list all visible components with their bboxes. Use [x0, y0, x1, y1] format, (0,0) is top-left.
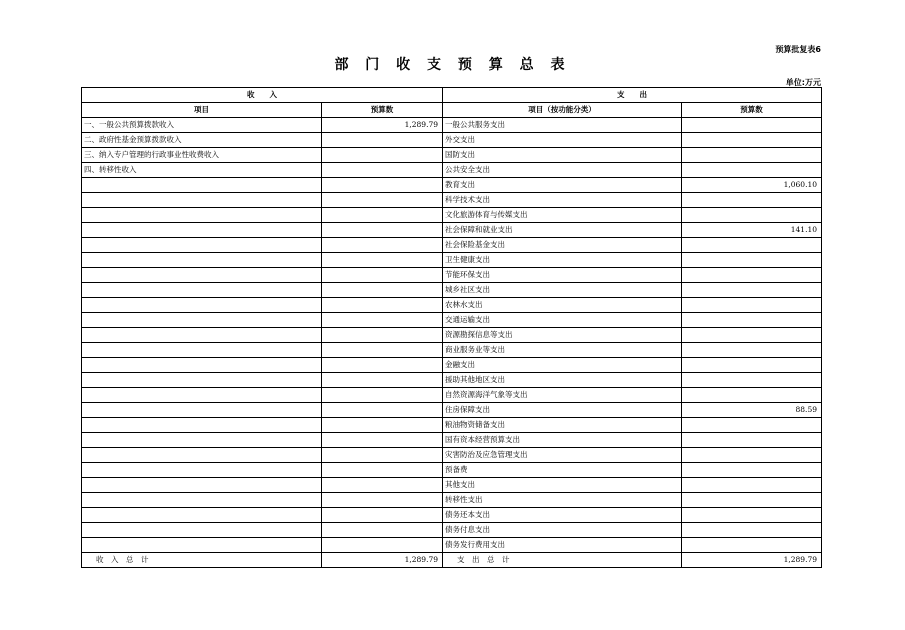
income-item-cell	[82, 238, 322, 253]
income-amount-cell	[322, 133, 443, 148]
table-row	[82, 478, 822, 493]
income-item-cell	[82, 328, 322, 343]
income-amount-cell	[322, 523, 443, 538]
expense-item-cell: 国防支出	[443, 148, 682, 163]
table-row	[82, 238, 822, 253]
table-row	[82, 538, 822, 553]
income-amount-cell	[322, 478, 443, 493]
table-row	[82, 418, 822, 433]
income-item-cell	[82, 523, 322, 538]
table-row	[82, 373, 822, 388]
total-row	[82, 553, 822, 568]
expense-amount-cell	[682, 268, 822, 283]
table-row	[82, 328, 822, 343]
income-amount-cell	[322, 538, 443, 553]
expense-item-cell: 社会保障和就业支出	[443, 223, 682, 238]
table-row	[82, 403, 822, 418]
income-item-cell	[82, 463, 322, 478]
income-amount-cell	[322, 403, 443, 418]
table-row	[82, 388, 822, 403]
expense-amount-cell	[682, 538, 822, 553]
expense-amount-cell	[682, 358, 822, 373]
income-amount-cell	[322, 283, 443, 298]
table-row	[82, 253, 822, 268]
income-item-cell	[82, 403, 322, 418]
income-item-cell	[82, 448, 322, 463]
expense-item-cell: 外交支出	[443, 133, 682, 148]
expense-item-cell: 农林水支出	[443, 298, 682, 313]
expense-amount-cell	[682, 208, 822, 223]
expense-amount-cell	[682, 508, 822, 523]
expense-amount-cell	[682, 298, 822, 313]
expense-item-cell: 自然资源海洋气象等支出	[443, 388, 682, 403]
column-header-row	[82, 103, 822, 118]
table-row	[82, 178, 822, 193]
income-item-cell	[82, 193, 322, 208]
page-title: 部 门 收 支 预 算 总 表	[334, 57, 571, 73]
income-amount-cell	[322, 358, 443, 373]
expense-amount-cell	[682, 193, 822, 208]
table-row	[82, 193, 822, 208]
income-item-cell	[82, 253, 322, 268]
expense-item-cell: 教育支出	[443, 178, 682, 193]
expense-amount-cell	[682, 418, 822, 433]
income-item-cell	[82, 493, 322, 508]
income-amount-cell	[322, 238, 443, 253]
expense-item-cell: 卫生健康支出	[443, 253, 682, 268]
income-item-cell	[82, 508, 322, 523]
income-item-cell: 三、纳入专户管理的行政事业性收费收入	[82, 148, 322, 163]
unit-label: 单位:万元	[785, 78, 821, 87]
expense-amount-cell: 88.59	[682, 403, 822, 418]
expense-item-cell: 债务发行费用支出	[443, 538, 682, 553]
income-item-cell	[82, 283, 322, 298]
table-row	[82, 148, 822, 163]
table-row	[82, 448, 822, 463]
income-amount-cell: 1,289.79	[322, 118, 443, 133]
table-row	[82, 283, 822, 298]
expense-item-cell: 交通运输支出	[443, 313, 682, 328]
income-amount-cell	[322, 373, 443, 388]
table-row	[82, 118, 822, 133]
income-item-cell	[82, 388, 322, 403]
expense-amount-header: 预算数	[682, 103, 822, 118]
income-amount-cell	[322, 268, 443, 283]
income-amount-cell	[322, 328, 443, 343]
expense-item-cell: 金融支出	[443, 358, 682, 373]
expense-item-cell: 商业服务业等支出	[443, 343, 682, 358]
expense-item-cell: 灾害防治及应急管理支出	[443, 448, 682, 463]
expense-item-cell: 资源勘探信息等支出	[443, 328, 682, 343]
expense-item-cell: 国有资本经营预算支出	[443, 433, 682, 448]
expense-amount-cell: 1,060.10	[682, 178, 822, 193]
expense-item-cell: 其他支出	[443, 478, 682, 493]
income-item-cell	[82, 478, 322, 493]
expense-amount-cell	[682, 163, 822, 178]
expense-amount-cell	[682, 388, 822, 403]
expense-section-header: 支 出	[443, 88, 822, 103]
table-row	[82, 358, 822, 373]
table-row	[82, 208, 822, 223]
expense-item-cell: 社会保险基金支出	[443, 238, 682, 253]
expense-item-cell: 文化旅游体育与传媒支出	[443, 208, 682, 223]
table-row	[82, 433, 822, 448]
expense-amount-cell: 141.10	[682, 223, 822, 238]
income-amount-cell	[322, 163, 443, 178]
income-amount-cell	[322, 298, 443, 313]
income-amount-cell	[322, 313, 443, 328]
income-amount-cell	[322, 193, 443, 208]
income-item-cell	[82, 313, 322, 328]
income-total-amount: 1,289.79	[322, 553, 443, 568]
expense-item-cell: 公共安全支出	[443, 163, 682, 178]
table-row	[82, 223, 822, 238]
income-item-cell	[82, 223, 322, 238]
expense-item-cell: 预备费	[443, 463, 682, 478]
section-header-row	[82, 88, 822, 103]
income-item-cell	[82, 178, 322, 193]
expense-total-amount: 1,289.79	[682, 553, 822, 568]
income-amount-cell	[322, 208, 443, 223]
income-amount-cell	[322, 508, 443, 523]
income-item-header: 项目	[82, 103, 322, 118]
expense-amount-cell	[682, 373, 822, 388]
expense-amount-cell	[682, 478, 822, 493]
table-row	[82, 493, 822, 508]
expense-amount-cell	[682, 448, 822, 463]
income-item-cell	[82, 373, 322, 388]
table-body	[82, 88, 822, 568]
income-item-cell	[82, 208, 322, 223]
expense-amount-cell	[682, 493, 822, 508]
income-amount-cell	[322, 448, 443, 463]
table-row	[82, 343, 822, 358]
expense-amount-cell	[682, 148, 822, 163]
expense-item-cell: 援助其他地区支出	[443, 373, 682, 388]
expense-item-cell: 转移性支出	[443, 493, 682, 508]
income-item-cell	[82, 418, 322, 433]
expense-item-cell: 债务还本支出	[443, 508, 682, 523]
income-amount-cell	[322, 463, 443, 478]
income-amount-cell	[322, 418, 443, 433]
expense-total-label: 支 出 总 计	[443, 553, 682, 568]
table-row	[82, 163, 822, 178]
income-total-label: 收 入 总 计	[82, 553, 322, 568]
income-amount-cell	[322, 178, 443, 193]
expense-item-header: 项目（按功能分类）	[443, 103, 682, 118]
table-row	[82, 463, 822, 478]
expense-item-cell: 城乡社区支出	[443, 283, 682, 298]
income-amount-cell	[322, 223, 443, 238]
table-row	[82, 523, 822, 538]
income-item-cell	[82, 298, 322, 313]
expense-item-cell: 债务付息支出	[443, 523, 682, 538]
income-amount-cell	[322, 148, 443, 163]
expense-amount-cell	[682, 523, 822, 538]
income-item-cell: 一、一般公共预算拨款收入	[82, 118, 322, 133]
income-amount-cell	[322, 343, 443, 358]
form-number: 预算批复表6	[775, 45, 821, 54]
income-item-cell	[82, 268, 322, 283]
expense-item-cell: 住房保障支出	[443, 403, 682, 418]
expense-amount-cell	[682, 283, 822, 298]
income-item-cell	[82, 358, 322, 373]
income-section-header: 收 入	[82, 88, 443, 103]
expense-amount-cell	[682, 343, 822, 358]
income-amount-header: 预算数	[322, 103, 443, 118]
income-item-cell	[82, 538, 322, 553]
income-item-cell: 二、政府性基金预算拨款收入	[82, 133, 322, 148]
table-row	[82, 133, 822, 148]
expense-amount-cell	[682, 238, 822, 253]
income-amount-cell	[322, 433, 443, 448]
expense-item-cell: 粮油物资储备支出	[443, 418, 682, 433]
table-row	[82, 508, 822, 523]
budget-summary-table	[81, 87, 822, 568]
table-row	[82, 298, 822, 313]
income-item-cell	[82, 433, 322, 448]
expense-amount-cell	[682, 463, 822, 478]
expense-item-cell: 节能环保支出	[443, 268, 682, 283]
expense-amount-cell	[682, 118, 822, 133]
income-item-cell	[82, 343, 322, 358]
expense-amount-cell	[682, 253, 822, 268]
income-item-cell: 四、转移性收入	[82, 163, 322, 178]
income-amount-cell	[322, 493, 443, 508]
expense-amount-cell	[682, 133, 822, 148]
expense-amount-cell	[682, 328, 822, 343]
expense-item-cell: 一般公共服务支出	[443, 118, 682, 133]
table-row	[82, 313, 822, 328]
income-amount-cell	[322, 253, 443, 268]
income-amount-cell	[322, 388, 443, 403]
expense-amount-cell	[682, 313, 822, 328]
expense-amount-cell	[682, 433, 822, 448]
table-row	[82, 268, 822, 283]
expense-item-cell: 科学技术支出	[443, 193, 682, 208]
